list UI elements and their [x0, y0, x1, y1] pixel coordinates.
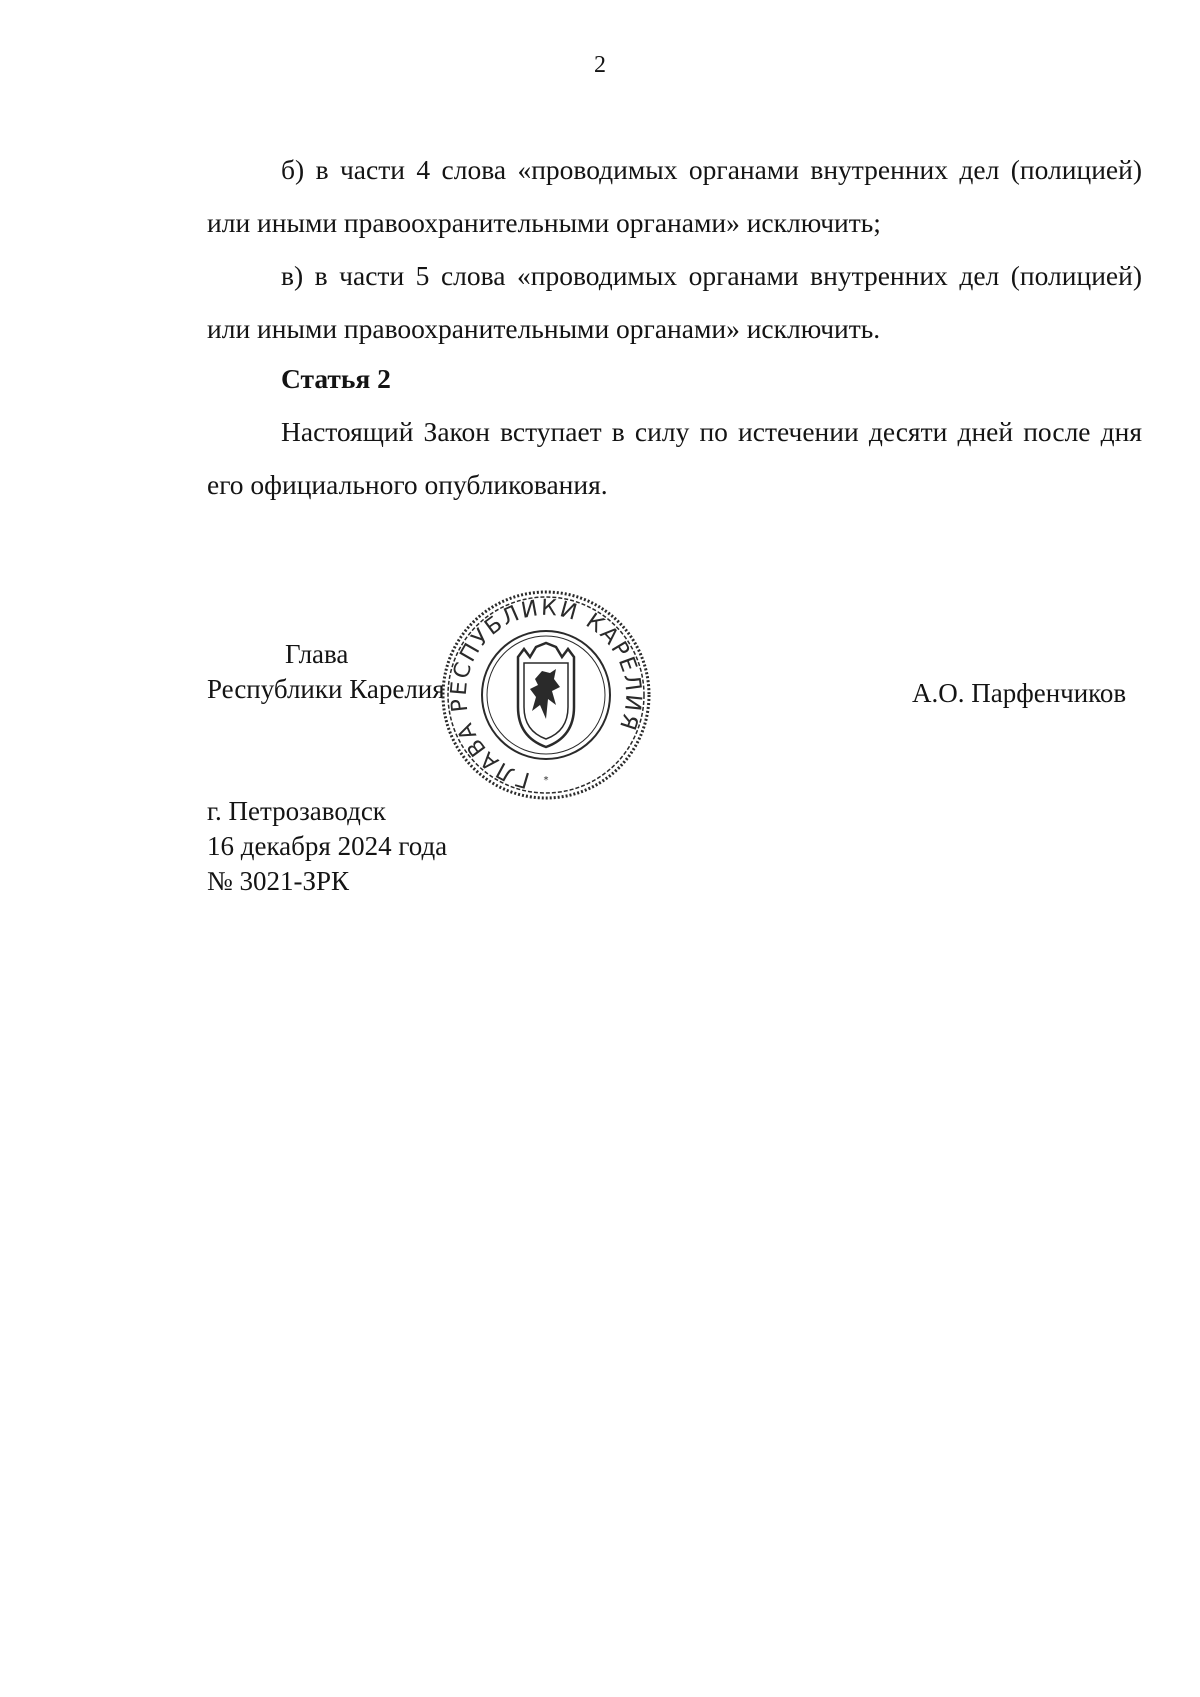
amendments-block [207, 143, 1142, 355]
amendment-paragraph-v: в) в части 5 слова «проводимых органами внутренних дел (полицией) или иными правоохранительными органами» исключить. [207, 260, 1142, 344]
official-seal [438, 587, 654, 803]
seal-coat-of-arms [518, 643, 574, 747]
page-number: 2 [594, 52, 606, 78]
article-block [207, 352, 1142, 511]
amendment-paragraph-b: б) в части 4 слова «проводимых органами внутренних дел (полицией) или иными правоохранительными органами» исключить; [207, 154, 1142, 238]
place-of-signing: г. Петрозаводск [207, 796, 386, 826]
seal-text: ГЛАВА РЕСПУБЛИКИ КАРЕЛИЯ [446, 595, 646, 793]
law-number: № 3021-ЗРК [207, 866, 350, 896]
signatory-title-line1: Глава [285, 639, 349, 669]
signatory-name: А.О. Парфенчиков [912, 678, 1127, 708]
article-text: Настоящий Закон вступает в силу по истечении десяти дней после дня его официального опубликования. [207, 416, 1142, 500]
signatory-title-line2: Республики Карелия [207, 674, 445, 704]
date-of-signing: 16 декабря 2024 года [207, 831, 448, 861]
seal-star: * [543, 775, 549, 786]
article-heading: Статья 2 [281, 363, 391, 394]
